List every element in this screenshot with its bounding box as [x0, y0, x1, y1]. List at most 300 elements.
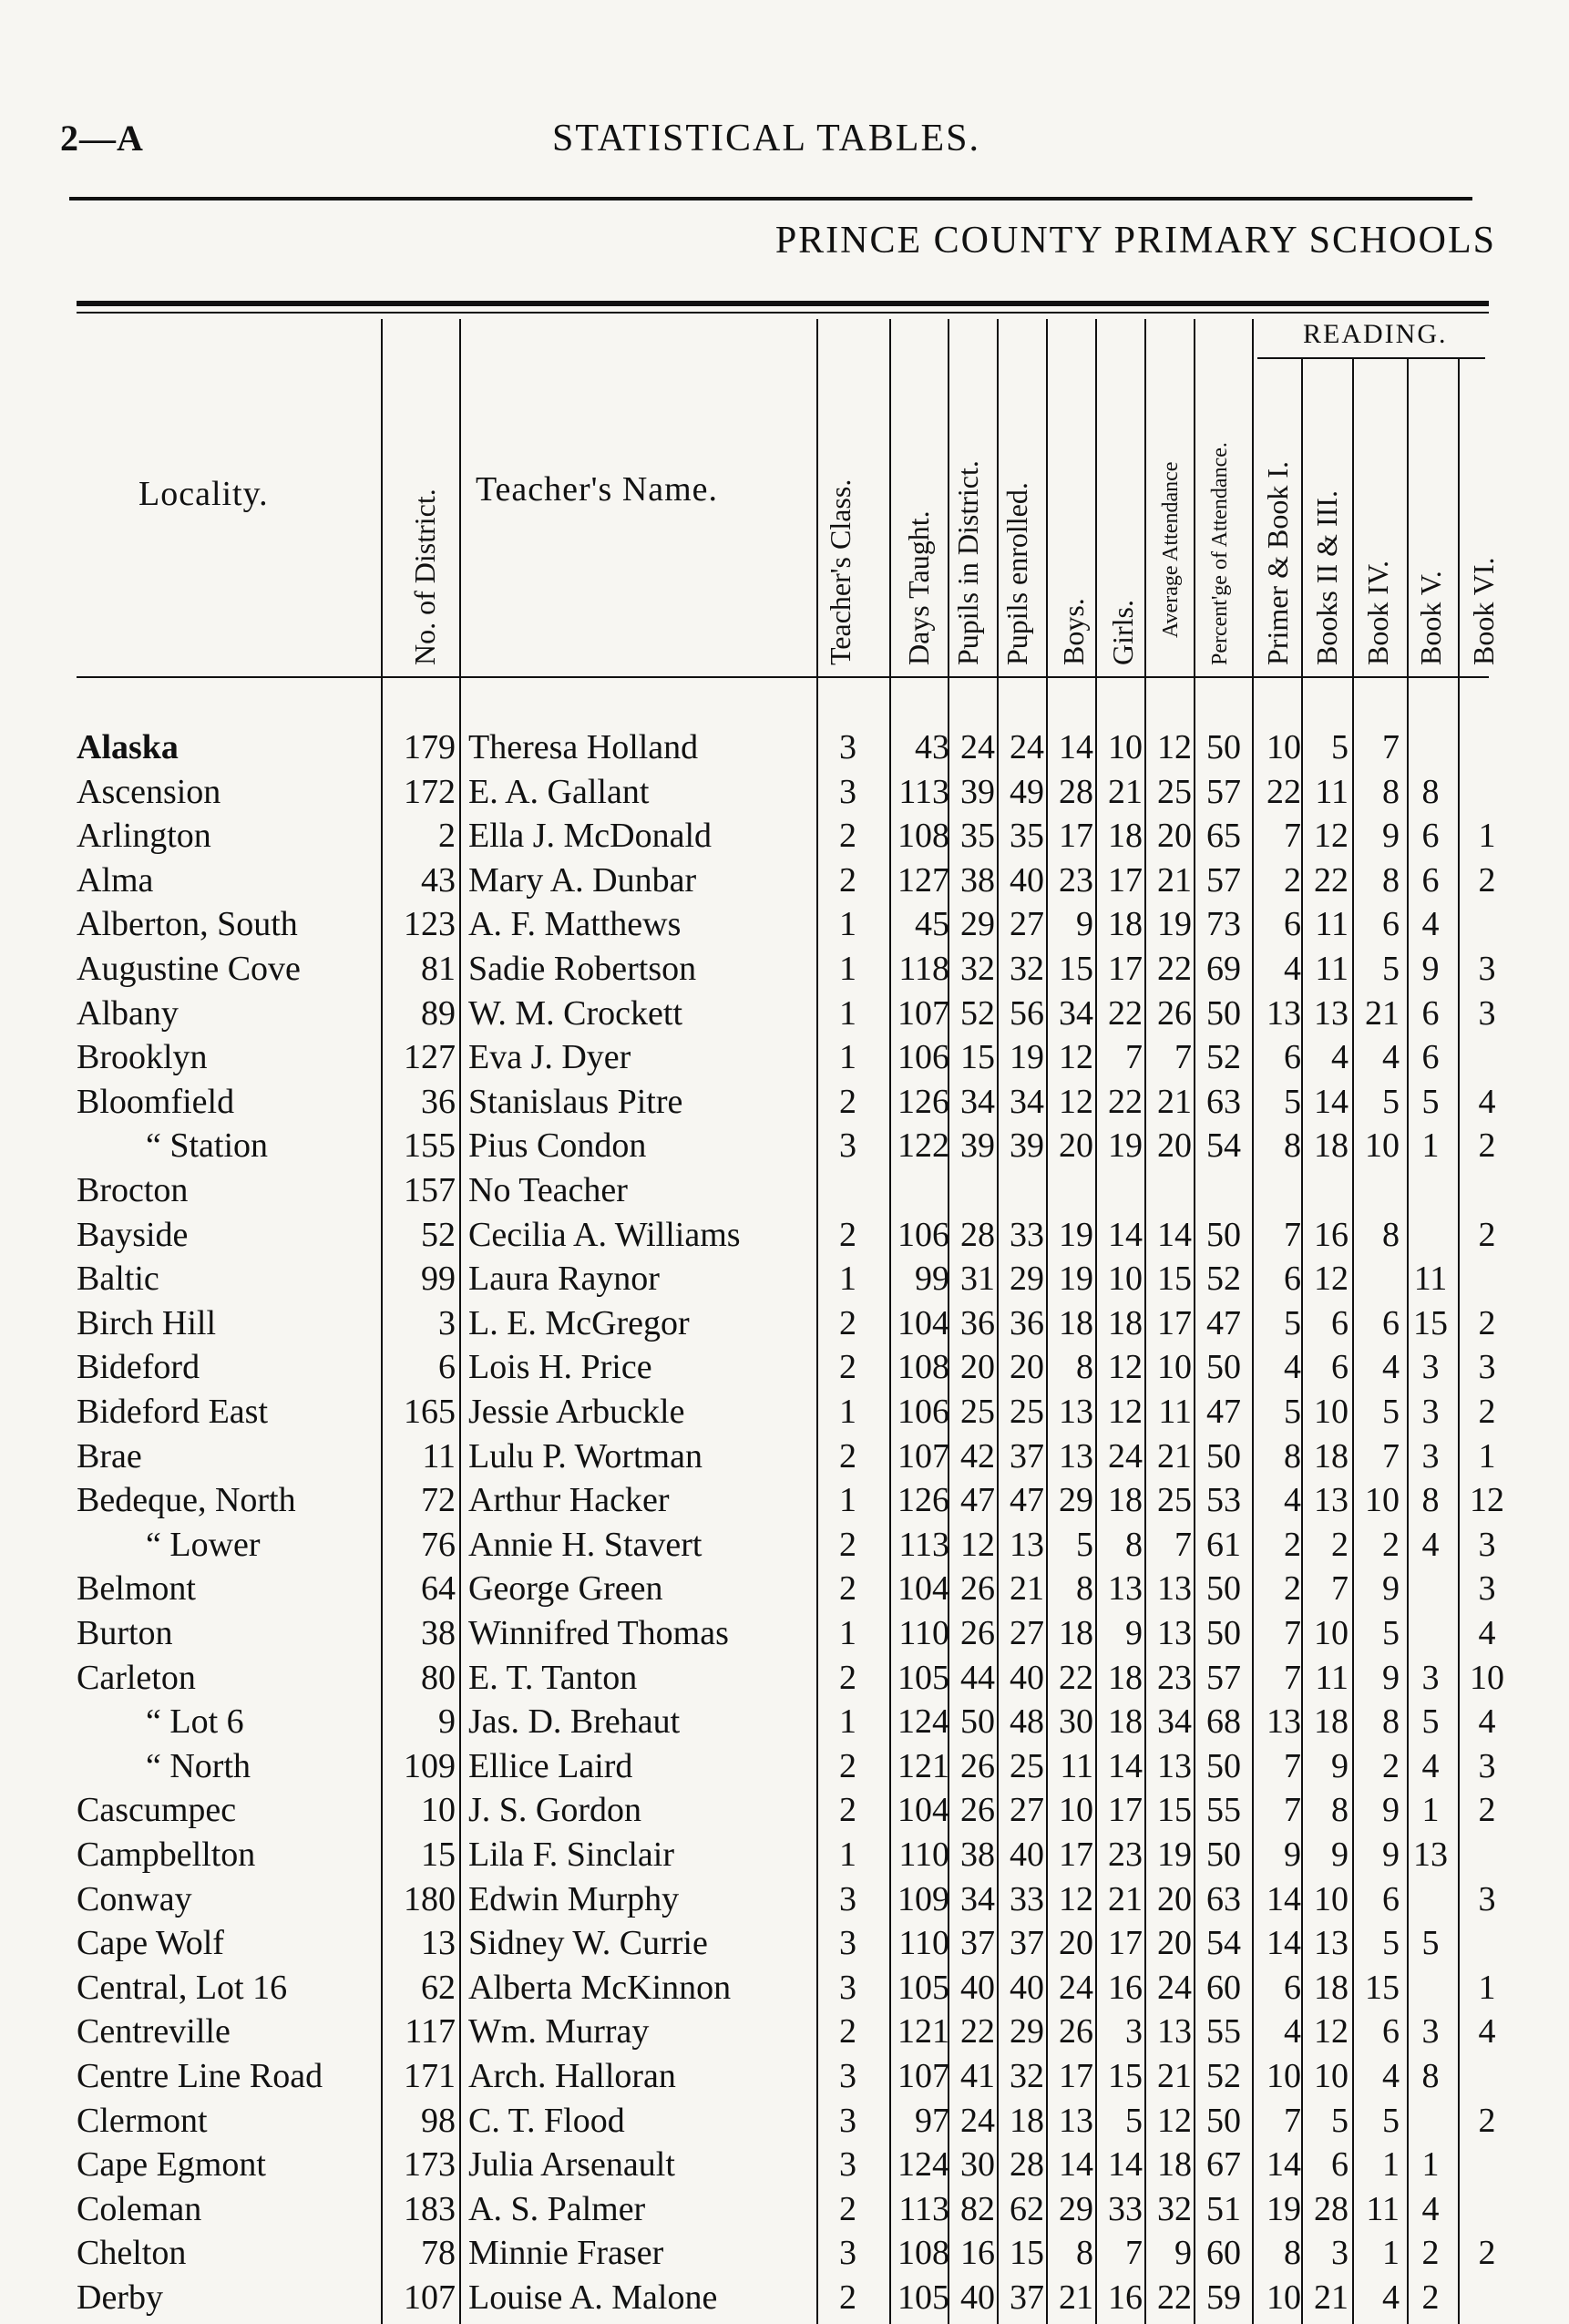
- cell-days: 106: [897, 1215, 949, 1254]
- cell-b23: 13: [1314, 993, 1349, 1033]
- cell-girls: 14: [1108, 1215, 1143, 1254]
- cell-girls: 21: [1108, 772, 1143, 811]
- cell-teacher: Jessie Arbuckle: [468, 1393, 685, 1431]
- table-row: [0, 1168, 1569, 1212]
- cell-district: 43: [421, 860, 456, 900]
- cell-pdis: 34: [960, 1879, 995, 1918]
- cell-teacher: Laura Raynor: [468, 1260, 660, 1299]
- cell-days: 108: [897, 2234, 949, 2273]
- cell-pct: 50: [1206, 1569, 1241, 1609]
- cell-avg: 32: [1157, 2189, 1192, 2228]
- cell-district: 183: [404, 2189, 456, 2228]
- cell-pct: 47: [1206, 1303, 1241, 1342]
- cell-locality: Burton: [77, 1614, 173, 1652]
- cell-avg: 21: [1157, 1436, 1192, 1476]
- cell-pct: 55: [1206, 2012, 1241, 2051]
- cell-boys: 14: [1059, 2145, 1093, 2185]
- cell-b6: 2: [1478, 1791, 1496, 1830]
- cell-b1: 7: [1284, 1791, 1301, 1830]
- cell-district: 165: [404, 1393, 456, 1431]
- header-percentage-attendance: Percent'ge of Attendance.: [1208, 442, 1232, 665]
- cell-b6: 1: [1478, 1436, 1496, 1476]
- cell-pdis: 36: [960, 1303, 995, 1342]
- cell-girls: 10: [1108, 1260, 1143, 1299]
- cell-b1: 10: [1266, 728, 1301, 766]
- cell-pdis: 12: [960, 1525, 995, 1564]
- cell-penr: 29: [1010, 2012, 1044, 2051]
- cell-boys: 23: [1059, 860, 1093, 900]
- cell-penr: 37: [1010, 2278, 1044, 2317]
- cell-tcls: 3: [839, 772, 856, 811]
- cell-pct: 53: [1206, 1481, 1241, 1520]
- cell-teacher: Lulu P. Wortman: [468, 1436, 702, 1476]
- cell-district: 127: [404, 1038, 456, 1077]
- cell-district: 9: [438, 1702, 456, 1742]
- cell-b4: 4: [1382, 2057, 1400, 2095]
- cell-b5: 3: [1421, 1393, 1440, 1431]
- table-row: [0, 947, 1569, 991]
- cell-tcls: 1: [839, 1702, 856, 1742]
- cell-b23: 28: [1314, 2189, 1349, 2228]
- cell-locality: “ Station: [146, 1126, 269, 1166]
- cell-boys: 8: [1076, 1569, 1093, 1609]
- cell-district: 6: [438, 1348, 456, 1387]
- cell-penr: 29: [1010, 1260, 1044, 1299]
- cell-tcls: 2: [839, 2278, 856, 2317]
- cell-pdis: 15: [960, 1038, 995, 1077]
- cell-b4: 6: [1382, 905, 1400, 944]
- cell-b4: 9: [1382, 1658, 1400, 1697]
- cell-girls: 10: [1108, 728, 1143, 766]
- cell-b1: 6: [1284, 1260, 1301, 1299]
- cell-penr: 35: [1010, 817, 1044, 856]
- cell-pdis: 40: [960, 1968, 995, 2007]
- cell-tcls: 1: [839, 1038, 856, 1077]
- cell-boys: 29: [1059, 1481, 1093, 1520]
- cell-b5: 2: [1421, 2234, 1440, 2273]
- cell-locality: “ Lower: [146, 1525, 261, 1564]
- cell-girls: 33: [1108, 2189, 1143, 2228]
- cell-penr: 18: [1010, 2101, 1044, 2140]
- cell-teacher: L. E. McGregor: [468, 1303, 690, 1342]
- cell-b23: 18: [1314, 1436, 1349, 1476]
- cell-b4: 6: [1382, 2012, 1400, 2051]
- cell-b23: 21: [1314, 2278, 1349, 2317]
- cell-b1: 10: [1266, 2278, 1301, 2317]
- cell-teacher: E. T. Tanton: [468, 1658, 638, 1697]
- cell-pdis: 35: [960, 817, 995, 856]
- cell-pct: 68: [1206, 1702, 1241, 1742]
- cell-b4: 1: [1382, 2234, 1400, 2273]
- cell-b4: 5: [1382, 1614, 1400, 1652]
- cell-teacher: Ella J. McDonald: [468, 817, 713, 856]
- cell-teacher: Ellice Laird: [468, 1746, 633, 1785]
- cell-b1: 19: [1266, 2189, 1301, 2228]
- table-row: [0, 2143, 1569, 2186]
- cell-penr: 39: [1010, 1126, 1044, 1166]
- cell-b5: 3: [1421, 2012, 1440, 2051]
- table-row: [0, 1478, 1569, 1522]
- cell-b6: 3: [1478, 950, 1496, 988]
- cell-boys: 10: [1059, 1791, 1093, 1830]
- cell-b23: 18: [1314, 1126, 1349, 1166]
- cell-penr: 27: [1010, 1614, 1044, 1652]
- cell-pct: 57: [1206, 772, 1241, 811]
- cell-b6: 4: [1478, 1614, 1496, 1652]
- cell-b23: 14: [1314, 1082, 1349, 1121]
- cell-avg: 17: [1157, 1303, 1192, 1342]
- table-row: [0, 2276, 1569, 2319]
- cell-penr: 47: [1010, 1481, 1044, 1520]
- cell-teacher: Cecilia A. Williams: [468, 1215, 741, 1254]
- cell-pdis: 52: [960, 993, 995, 1033]
- cell-b4: 9: [1382, 1791, 1400, 1830]
- cell-avg: 13: [1157, 1746, 1192, 1785]
- cell-boys: 30: [1059, 1702, 1093, 1742]
- cell-b4: 8: [1382, 772, 1400, 811]
- cell-b4: 21: [1365, 993, 1400, 1033]
- header-average-attendance: Average Attendance: [1159, 461, 1183, 638]
- cell-locality: Campbellton: [77, 1836, 256, 1874]
- cell-b5: 5: [1421, 1082, 1440, 1121]
- cell-b1: 2: [1284, 1525, 1301, 1564]
- cell-girls: 14: [1108, 2145, 1143, 2185]
- cell-locality: Bideford: [77, 1348, 200, 1387]
- cell-locality: Centre Line Road: [77, 2057, 323, 2095]
- cell-avg: 20: [1157, 1879, 1192, 1918]
- cell-girls: 13: [1108, 1569, 1143, 1609]
- cell-tcls: 2: [839, 1215, 856, 1254]
- cell-pdis: 39: [960, 1126, 995, 1166]
- table-row: [0, 1035, 1569, 1079]
- cell-b1: 7: [1284, 1658, 1301, 1697]
- cell-girls: 18: [1108, 1702, 1143, 1742]
- cell-b23: 22: [1314, 860, 1349, 900]
- table-row: [0, 2010, 1569, 2053]
- cell-days: 124: [897, 2145, 949, 2185]
- cell-b6: 2: [1478, 860, 1496, 900]
- cell-avg: 24: [1157, 1968, 1192, 2007]
- cell-pct: 55: [1206, 1791, 1241, 1830]
- cell-district: 157: [404, 1171, 456, 1209]
- cell-district: 155: [404, 1126, 456, 1166]
- cell-teacher: Lila F. Sinclair: [468, 1836, 674, 1874]
- cell-b5: 4: [1421, 2189, 1440, 2228]
- cell-boys: 5: [1076, 1525, 1093, 1564]
- cell-tcls: 2: [839, 1569, 856, 1609]
- cell-b23: 10: [1314, 1614, 1349, 1652]
- cell-days: 113: [898, 772, 949, 811]
- cell-days: 121: [897, 1746, 949, 1785]
- cell-avg: 21: [1157, 860, 1192, 900]
- cell-locality: Alma: [77, 860, 154, 900]
- cell-tcls: 2: [839, 1436, 856, 1476]
- header-teacher: Teacher's Name.: [476, 470, 719, 509]
- cell-district: 11: [422, 1436, 456, 1476]
- cell-boys: 17: [1059, 817, 1093, 856]
- cell-teacher: Arthur Hacker: [468, 1481, 670, 1520]
- cell-avg: 13: [1157, 2012, 1192, 2051]
- header-book1: Primer & Book I.: [1261, 461, 1294, 665]
- cell-girls: 17: [1108, 860, 1143, 900]
- cell-locality: Arlington: [77, 817, 211, 856]
- table-row: [0, 1345, 1569, 1389]
- cell-b5: 4: [1421, 1525, 1440, 1564]
- cell-avg: 15: [1157, 1260, 1192, 1299]
- cell-b5: 6: [1421, 993, 1440, 1033]
- cell-district: 173: [404, 2145, 456, 2185]
- table-row: [0, 1523, 1569, 1567]
- cell-penr: 25: [1010, 1393, 1044, 1431]
- cell-teacher: J. S. Gordon: [468, 1791, 642, 1830]
- cell-boys: 22: [1059, 1658, 1093, 1697]
- cell-days: 126: [897, 1082, 949, 1121]
- cell-avg: 7: [1174, 1525, 1192, 1564]
- cell-girls: 18: [1108, 1481, 1143, 1520]
- cell-pdis: 29: [960, 905, 995, 944]
- table-row: [0, 1611, 1569, 1655]
- table-row: [0, 2099, 1569, 2143]
- cell-pdis: 20: [960, 1348, 995, 1387]
- header-reading: READING.: [1303, 319, 1448, 349]
- cell-teacher: A. F. Matthews: [468, 905, 682, 944]
- cell-b4: 11: [1366, 2189, 1400, 2228]
- cell-district: 3: [438, 1303, 456, 1342]
- cell-locality: Derby: [77, 2278, 163, 2317]
- cell-b23: 12: [1314, 817, 1349, 856]
- cell-b5: 1: [1421, 1791, 1440, 1830]
- cell-avg: 12: [1157, 2101, 1192, 2140]
- cell-b1: 7: [1284, 817, 1301, 856]
- cell-b1: 2: [1284, 1569, 1301, 1609]
- table-row: [0, 1435, 1569, 1478]
- cell-b1: 14: [1266, 2145, 1301, 2185]
- cell-pct: 65: [1206, 817, 1241, 856]
- cell-teacher: Winnifred Thomas: [468, 1614, 729, 1652]
- cell-district: 78: [421, 2234, 456, 2273]
- cell-avg: 12: [1157, 728, 1192, 766]
- running-title: STATISTICAL TABLES.: [552, 118, 980, 159]
- cell-teacher: Stanislaus Pitre: [468, 1082, 683, 1121]
- cell-boys: 17: [1059, 1836, 1093, 1874]
- cell-teacher: Mary A. Dunbar: [468, 860, 697, 900]
- cell-b5: 1: [1421, 2145, 1440, 2185]
- cell-b1: 4: [1284, 1481, 1301, 1520]
- cell-locality: Ascension: [77, 772, 221, 811]
- cell-pct: 52: [1206, 1260, 1241, 1299]
- table-title: PRINCE COUNTY PRIMARY SCHOOLS: [774, 220, 1496, 262]
- cell-pdis: 25: [960, 1393, 995, 1431]
- cell-avg: 21: [1157, 2057, 1192, 2095]
- cell-girls: 21: [1108, 1879, 1143, 1918]
- cell-b5: 5: [1421, 1702, 1440, 1742]
- cell-teacher: Edwin Murphy: [468, 1879, 680, 1918]
- cell-penr: 34: [1010, 1082, 1044, 1121]
- cell-pdis: 26: [960, 1569, 995, 1609]
- cell-district: 180: [404, 1879, 456, 1918]
- cell-tcls: 3: [839, 1126, 856, 1166]
- cell-boys: 8: [1076, 2234, 1093, 2273]
- cell-b5: 1: [1421, 1126, 1440, 1166]
- cell-b6: 2: [1478, 2101, 1496, 2140]
- cell-b23: 18: [1314, 1702, 1349, 1742]
- table-row: [0, 992, 1569, 1035]
- cell-b5: 13: [1413, 1836, 1448, 1874]
- cell-pdis: 34: [960, 1082, 995, 1121]
- table-row: [0, 1213, 1569, 1257]
- cell-tcls: 3: [839, 2145, 856, 2185]
- cell-teacher: Wm. Murray: [468, 2012, 650, 2051]
- cell-days: 118: [898, 950, 949, 988]
- cell-girls: 23: [1108, 1836, 1143, 1874]
- cell-days: 110: [898, 1924, 949, 1963]
- cell-tcls: 3: [839, 2057, 856, 2095]
- cell-b4: 5: [1382, 1924, 1400, 1963]
- cell-b4: 7: [1382, 728, 1400, 766]
- cell-b23: 12: [1314, 1260, 1349, 1299]
- cell-girls: 18: [1108, 817, 1143, 856]
- cell-b6: 2: [1478, 1303, 1496, 1342]
- header-days-taught: Days Taught.: [902, 510, 935, 665]
- cell-b23: 13: [1314, 1481, 1349, 1520]
- cell-tcls: 1: [839, 1393, 856, 1431]
- table-row: [0, 1567, 1569, 1610]
- cell-locality: Augustine Cove: [77, 950, 301, 988]
- reading-rule: [1257, 357, 1485, 359]
- cell-b1: 6: [1284, 1968, 1301, 2007]
- cell-tcls: 2: [839, 1658, 856, 1697]
- cell-b1: 5: [1284, 1303, 1301, 1342]
- cell-avg: 19: [1157, 1836, 1192, 1874]
- cell-district: 109: [404, 1746, 456, 1785]
- table-row: [0, 1700, 1569, 1743]
- cell-b23: 13: [1314, 1924, 1349, 1963]
- cell-boys: 9: [1076, 905, 1093, 944]
- cell-pct: 57: [1206, 860, 1241, 900]
- cell-locality: Brocton: [77, 1171, 189, 1209]
- cell-penr: 49: [1010, 772, 1044, 811]
- cell-b4: 9: [1382, 1569, 1400, 1609]
- cell-b5: 3: [1421, 1348, 1440, 1387]
- cell-pdis: 50: [960, 1702, 995, 1742]
- cell-penr: 15: [1010, 2234, 1044, 2273]
- table-row: [0, 1656, 1569, 1700]
- header-girls: Girls.: [1106, 600, 1139, 665]
- cell-girls: 17: [1108, 950, 1143, 988]
- header-teacher-class: Teacher's Class.: [824, 478, 856, 665]
- cell-penr: 62: [1010, 2189, 1044, 2228]
- cell-days: 104: [897, 1569, 949, 1609]
- cell-penr: 33: [1010, 1879, 1044, 1918]
- cell-locality: Bayside: [77, 1215, 189, 1254]
- cell-penr: 37: [1010, 1436, 1044, 1476]
- table-row: [0, 1877, 1569, 1921]
- cell-penr: 25: [1010, 1746, 1044, 1785]
- cell-pdis: 26: [960, 1614, 995, 1652]
- cell-pct: 50: [1206, 2101, 1241, 2140]
- cell-b1: 5: [1284, 1393, 1301, 1431]
- cell-b1: 9: [1284, 1836, 1301, 1874]
- cell-b4: 15: [1365, 1968, 1400, 2007]
- cell-tcls: 2: [839, 817, 856, 856]
- table-row: [0, 859, 1569, 902]
- cell-b5: 4: [1421, 1746, 1440, 1785]
- cell-avg: 10: [1157, 1348, 1192, 1387]
- cell-teacher: Julia Arsenault: [468, 2145, 675, 2185]
- cell-district: 62: [421, 1968, 456, 2007]
- cell-b1: 6: [1284, 905, 1301, 944]
- cell-locality: Bloomfield: [77, 1082, 235, 1121]
- cell-days: 106: [897, 1038, 949, 1077]
- cell-pct: 60: [1206, 1968, 1241, 2007]
- cell-b6: 3: [1478, 1746, 1496, 1785]
- cell-b1: 7: [1284, 2101, 1301, 2140]
- cell-district: 123: [404, 905, 456, 944]
- cell-avg: 7: [1174, 1038, 1192, 1077]
- cell-boys: 17: [1059, 2057, 1093, 2095]
- cell-district: 89: [421, 993, 456, 1033]
- cell-pdis: 41: [960, 2057, 995, 2095]
- cell-b23: 2: [1331, 1525, 1349, 1564]
- cell-days: 104: [897, 1303, 949, 1342]
- cell-pdis: 38: [960, 1836, 995, 1874]
- cell-tcls: 2: [839, 2189, 856, 2228]
- cell-b4: 4: [1382, 1038, 1400, 1077]
- cell-pct: 50: [1206, 993, 1241, 1033]
- cell-teacher: Alberta McKinnon: [468, 1968, 732, 2007]
- cell-days: 105: [897, 1658, 949, 1697]
- cell-locality: Bideford East: [77, 1393, 269, 1431]
- cell-b4: 8: [1382, 1702, 1400, 1742]
- cell-girls: 18: [1108, 905, 1143, 944]
- cell-b4: 10: [1365, 1126, 1400, 1166]
- cell-girls: 14: [1108, 1746, 1143, 1785]
- cell-b1: 7: [1284, 1215, 1301, 1254]
- cell-avg: 25: [1157, 772, 1192, 811]
- cell-tcls: 2: [839, 1303, 856, 1342]
- cell-b4: 2: [1382, 1746, 1400, 1785]
- cell-boys: 15: [1059, 950, 1093, 988]
- cell-boys: 34: [1059, 993, 1093, 1033]
- cell-days: 110: [898, 1614, 949, 1652]
- cell-teacher: Jas. D. Brehaut: [468, 1702, 681, 1742]
- cell-teacher: Annie H. Stavert: [468, 1525, 702, 1564]
- cell-b23: 6: [1331, 2145, 1349, 2185]
- cell-pct: 54: [1206, 1126, 1241, 1166]
- cell-locality: Alaska: [77, 728, 179, 766]
- cell-teacher: Sidney W. Currie: [468, 1924, 708, 1963]
- cell-district: 52: [421, 1215, 456, 1254]
- cell-locality: Cascumpec: [77, 1791, 237, 1830]
- cell-b6: 2: [1478, 1126, 1496, 1166]
- cell-pdis: 38: [960, 860, 995, 900]
- cell-b5: 6: [1421, 1038, 1440, 1077]
- cell-boys: 14: [1059, 728, 1093, 766]
- cell-b6: 1: [1478, 1968, 1496, 2007]
- cell-locality: Cape Egmont: [77, 2145, 266, 2185]
- cell-b4: 5: [1382, 2101, 1400, 2140]
- cell-tcls: 3: [839, 2101, 856, 2140]
- cell-b5: 15: [1413, 1303, 1448, 1342]
- cell-boys: 12: [1059, 1879, 1093, 1918]
- cell-boys: 12: [1059, 1038, 1093, 1077]
- cell-b1: 4: [1284, 1348, 1301, 1387]
- table-top-rule-thin: [77, 312, 1489, 314]
- cell-b4: 2: [1382, 1525, 1400, 1564]
- cell-locality: Carleton: [77, 1658, 196, 1697]
- cell-penr: 56: [1010, 993, 1044, 1033]
- cell-district: 171: [404, 2057, 456, 2095]
